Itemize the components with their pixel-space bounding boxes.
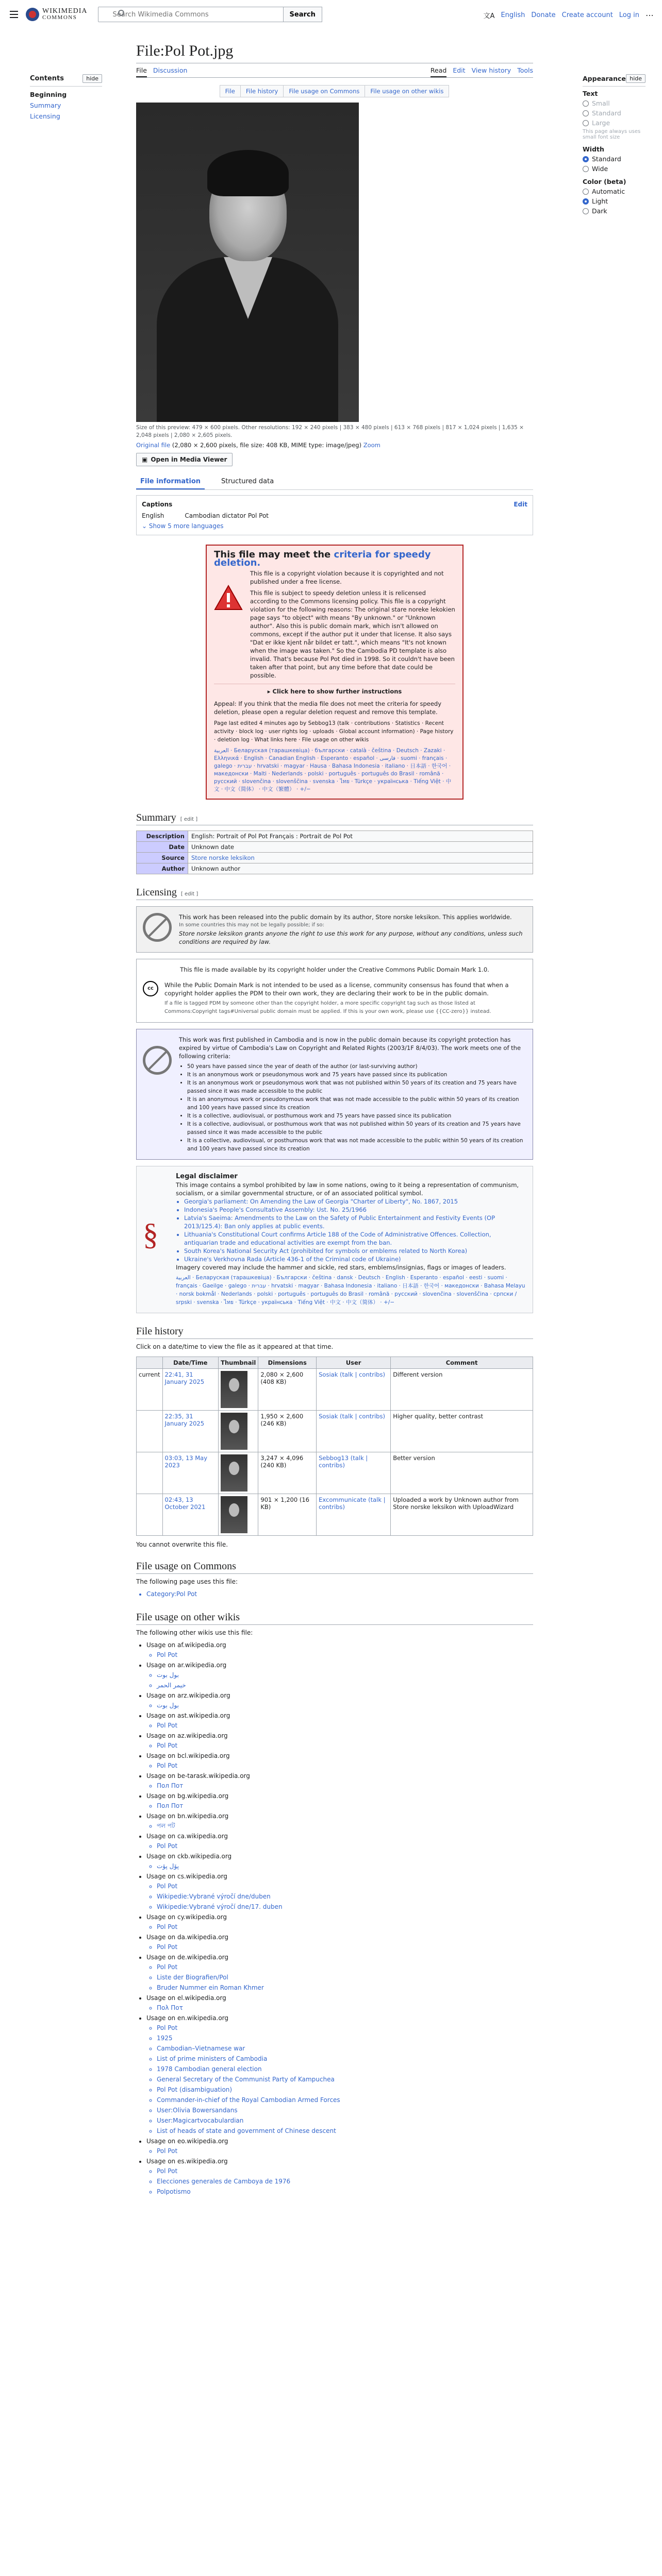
wiki-pages-list [146,1821,533,1831]
wiki-usage-group [146,1953,533,1993]
search-form [98,7,322,22]
summary-value[interactable]: Store norske leksikon [188,853,533,863]
wiki-name: Usage on cs.wikipedia.org [146,1873,227,1880]
language-icon: 文A [483,12,495,20]
wiki-name: Usage on cy.wikipedia.org [146,1913,227,1921]
pd-author-p1: This work has been released into the public domain by its author, Store norske leksikon. This applies worldwide. [179,913,512,921]
color-option-label: Dark [592,207,607,215]
list-item[interactable]: ◦ User:Magicartvocabulardian [157,2116,533,2126]
list-item[interactable]: ◦ Liste der Biografien/Pol [157,1973,533,1982]
criterion-item: • 50 years have passed since the year of death of the author (or last-surviving author) [187,1062,526,1071]
text-option-label: Standard [592,109,621,117]
wiki-name: Usage on es.wikipedia.org [146,2158,228,2165]
pd-author-p2: In some countries this may not be legally possible; if so: [179,922,324,928]
text-option-large[interactable] [583,119,646,127]
tab-read[interactable]: Read [431,66,446,77]
wiki-name: Usage on ckb.wikipedia.org [146,1853,232,1860]
instructions-label: Click here to show further instructions [272,688,402,695]
table-of-contents [30,74,102,123]
list-item[interactable]: ◦ Pol Pot [157,2146,533,2156]
list-item[interactable]: ◦ Pol Pot [157,1761,533,1771]
radio-icon [583,189,589,195]
search-button[interactable]: Search [284,7,322,22]
wiki-name: Usage on eo.wikipedia.org [146,2138,228,2145]
wiki-name: Usage on bn.wikipedia.org [146,1812,229,1820]
speedy-languages[interactable]: العربية · Беларуская (тарашкевіца) · български · català · čeština · Deutsch · Zazaki · Ελληνικά · English · Canadian English · Esperanto · español · فارسی · suomi · français · galego · עברית · hrvatski · magyar · Hausa · Bahasa Indonesia · italiano · 日本語 · 한국어 · македонски · Malti · Nederlands · polski · português · português do Brasil · română · русский · slovenčina · slovenščina · svenska · ไทย · Türkçe · українська · Tiếng Việt · 中文 · 中文（简体） · 中文（繁體） · +/− [214,748,452,792]
caption-language: English [142,512,164,519]
text-option-label: Small [592,99,610,107]
wiki-pages-list [146,2166,533,2197]
original-file-line [136,442,533,449]
legal-list [176,1197,526,1263]
legal-disclaimer-box [136,1166,533,1313]
warning-icon [214,585,243,611]
wiki-pages-list [146,1882,533,1912]
history-thumbnail[interactable] [221,1454,247,1492]
public-domain-icon [143,913,172,942]
list-item[interactable]: ◦ Pol Pot [157,1721,533,1731]
original-file-link[interactable]: Original file [136,442,171,449]
language-selector[interactable]: English [501,11,525,19]
history-header [137,1357,163,1369]
wiki-usage-group [146,1791,533,1811]
commons-logo[interactable] [26,8,88,21]
wiki-name: Usage on af.wikipedia.org [146,1641,226,1649]
summary-table [136,831,533,874]
summary-value: English: Portrait of Pol Pot Français : Portrait de Pol Pot [188,831,533,842]
list-item[interactable]: ◦ User:Olivia Bowersandans [157,2106,533,2115]
usage-commons-list [136,1589,533,1599]
text-option-standard[interactable] [583,109,646,117]
legal-intro: This image contains a symbol prohibited by law in some nations, owing to it being a representation of communism, socialism, or a similar governmental structure, or of an associated political symbol. [176,1181,519,1197]
appearance-title: Appearance [583,75,626,82]
history-header: Date/Time [162,1357,219,1369]
wiki-usage-group [146,1751,533,1771]
list-item[interactable]: ◦ Πολ Ποτ [157,2003,533,2013]
cc-pdm-icon: cc [143,981,158,996]
filetoc-file[interactable]: File [220,85,241,97]
summary-row [137,831,533,842]
wiki-pages-list [146,1670,533,1690]
wiki-pages-list [146,2003,533,2013]
wiki-pages-list [146,1761,533,1771]
wiki-pages-list [146,2023,533,2136]
history-dimensions: 2,080 × 2,600 (408 KB) [258,1369,317,1411]
usage-wikis-heading: File usage on other wikis [136,1612,533,1625]
pdm-head: This file is made available by its copyright holder under the Creative Commons Public Domain Mark 1.0. [180,966,489,973]
list-item[interactable]: • Category:Pol Pot [146,1589,533,1599]
summary-row [137,842,533,853]
history-thumbnail[interactable] [221,1371,247,1408]
wiki-usage-group [146,2137,533,2156]
legal-item[interactable]: • Indonesia's People's Consultative Assembly: Ust. No. 25/1966 [184,1206,526,1214]
logo-line1: WIKIMEDIA [42,7,88,15]
file-preview-image[interactable] [136,103,359,422]
wiki-pages-list [146,2146,533,2156]
criterion-item: • It is an anonymous work or pseudonymous work that was not made accessible to the public within 50 years of its creation and 100 years have passed since its creation [187,1095,526,1112]
list-item[interactable]: ◦ List of prime ministers of Cambodia [157,2054,533,2064]
history-dimensions: 3,247 × 4,096 (240 KB) [258,1452,317,1494]
width-option-wide[interactable] [583,165,646,173]
history-date[interactable]: 22:35, 31 January 2025 [162,1411,219,1452]
list-item[interactable]: ◦ Пол Пот [157,1781,533,1791]
history-thumb-cell [219,1452,258,1494]
radio-icon [583,166,589,172]
text-size-label: Text [583,90,598,97]
legal-item[interactable]: • Latvia's Saeima: Amendments to the Law on the Safety of Public Entertainment and Festivity Events (OP 2013/125.4): Ban only applies at public events. [184,1214,526,1230]
list-item[interactable]: ◦ Pol Pot [157,1942,533,1952]
file-history-table [136,1357,533,1536]
donate-link[interactable]: Donate [531,11,556,19]
appearance-panel [583,74,646,220]
history-dimensions: 1,950 × 2,600 (246 KB) [258,1411,317,1452]
wiki-pages-list [146,1781,533,1791]
tab-view-history[interactable]: View history [471,66,511,74]
toc-hide-button[interactable]: hide [82,74,102,83]
wiki-pages-list [146,1701,533,1710]
logo-line2: COMMONS [42,14,77,21]
criterion-item: • It is a collective, audiovisual, or posthumous work that was not made accessible to the public within 50 years of its creation and 100 years have passed since its creation [187,1137,526,1153]
original-file-details: (2,080 × 2,600 pixels, file size: 408 KB, MIME type: image/jpeg) [172,442,362,449]
color-option-automatic[interactable] [583,188,646,195]
wiki-pages-list [146,1922,533,1932]
info-tabs [136,474,533,490]
history-comment: Uploaded a work by Unknown author from Store norske leksikon with UploadWizard [391,1494,533,1536]
text-size-note: This page always uses small font size [583,129,641,140]
color-option-light[interactable] [583,197,646,205]
wiki-usage-group [146,1832,533,1851]
summary-label: Source [137,853,188,863]
captions-title: Captions [142,501,173,508]
history-user[interactable]: Excommunicate (talk | contribs) [317,1494,391,1536]
wiki-name: Usage on be-tarask.wikipedia.org [146,1772,250,1780]
history-thumbnail[interactable] [221,1413,247,1450]
wiki-name: Usage on bcl.wikipedia.org [146,1752,230,1759]
history-status [137,1411,163,1452]
tab-tools[interactable]: Tools [517,66,533,74]
list-item[interactable]: ◦ Pol Pot [157,2166,533,2176]
list-item[interactable]: ◦ General Secretary of the Communist Party of Kampuchea [157,2075,533,2084]
radio-icon [583,120,589,126]
history-header: User [317,1357,391,1369]
history-thumbnail[interactable] [221,1496,247,1533]
speedy-meta: Page last edited 4 minutes ago by Sebbog13 (talk · contributions · Statistics · Recent activity · block log · user rights log · uploads · Global account information) · Page history · deletion log · What links here · File usage on other wikis [214,720,454,743]
header [0,0,662,29]
legal-item[interactable]: • Lithuania's Constitutional Court confirms Article 188 of the Code of Administrative Offences. Collection, antiquarian trade and educational activities are exempt from the ban. [184,1230,526,1247]
history-date[interactable]: 03:03, 13 May 2023 [162,1452,219,1494]
width-label: Width [583,145,604,153]
wiki-pages-list [146,1650,533,1660]
toc-item-summary[interactable]: Summary [30,101,61,109]
show-more-label: Show 5 more languages [148,522,224,530]
wiki-name: Usage on el.wikipedia.org [146,1994,226,2002]
preview-size-info: Size of this preview: 479 × 600 pixels. Other resolutions: 192 × 240 pixels | 383 × 480 pixels | 613 × 768 pixels | 817 × 1,024 pixels | 1,635 × 2,048 pixels | 2,080 × 2,605 pixels. [136,425,524,438]
wiki-usage-group [146,1691,533,1710]
history-user[interactable]: Sosiak (talk | contribs) [317,1411,391,1452]
history-thumb-cell [219,1369,258,1411]
history-comment: Better version [391,1452,533,1494]
width-option-standard[interactable] [583,155,646,163]
history-comment: Higher quality, better contrast [391,1411,533,1452]
legal-outro: Imagery covered may include the hammer and sickle, red stars, emblems/insignias, flags or images of leaders. [176,1264,506,1271]
wiki-name: Usage on de.wikipedia.org [146,1954,229,1961]
list-item[interactable]: ◦ بول بوت [157,1670,533,1680]
summary-label: Description [137,831,188,842]
history-status [137,1452,163,1494]
wiki-pages-list [146,1962,533,1993]
toc-item-licensing[interactable]: Licensing [30,112,60,120]
history-date[interactable]: 22:41, 31 January 2025 [162,1369,219,1411]
speedy-deletion-notice [206,545,464,800]
history-comment: Different version [391,1369,533,1411]
cambodia-pd-box [136,1029,533,1160]
user-links [484,10,654,20]
appearance-hide-button[interactable]: hide [626,74,646,83]
pdm-p2: If a file is tagged PDM by someone other than the copyright holder, a more specific copyright tag such as those listed at Commons:Copyright tags#Universal public domain must be applied. If this is your own work, please use {{CC-zero}} instead. [164,1001,491,1014]
wiki-pages-list [146,1721,533,1731]
speedy-title [214,551,455,567]
summary-edit-link[interactable]: [ edit ] [180,817,198,822]
list-item[interactable]: ◦ Commander-in-chief of the Royal Cambodian Armed Forces [157,2095,533,2105]
licensing-heading [136,887,533,900]
tab-edit[interactable]: Edit [453,66,466,74]
history-status: current [137,1369,163,1411]
usage-commons-heading: File usage on Commons [136,1561,533,1574]
wiki-usage-group [146,1811,533,1831]
wiki-usage-group [146,1771,533,1791]
table-row [137,1452,533,1494]
speedy-criteria-link[interactable]: criteria for speedy deletion. [214,549,431,568]
list-item[interactable]: ◦ Pol Pot (disambiguation) [157,2085,533,2095]
color-option-label: Light [592,197,608,205]
list-item[interactable]: ◦ Пол Пот [157,1801,533,1811]
color-option-label: Automatic [592,188,625,195]
list-item[interactable]: ◦ Elecciones generales de Camboya de 1976 [157,2177,533,2187]
wiki-name: Usage on ast.wikipedia.org [146,1712,230,1719]
history-user[interactable]: Sosiak (talk | contribs) [317,1369,391,1411]
speedy-appeal: Appeal: If you think that the media file does not meet the criteria for speedy deletion, please open a regular deletion request and remove this template. [214,700,442,716]
list-item[interactable]: ◦ পল পট [157,1821,533,1831]
image-icon: ▣ [142,456,148,463]
overwrite-note: You cannot overwrite this file. [136,1541,228,1548]
public-domain-mark-box [136,959,533,1023]
legal-languages[interactable]: العربية · Беларуская (тарашкевіца) · Български · čeština · dansk · Deutsch · English · Esperanto · español · eesti · suomi · français · Gaeilge · galego · עברית · hrvatski · magyar · Bahasa Indonesia · italiano · 日本語 · 한국어 · македонски · Bahasa Melayu · norsk bokmål · Nederlands · polski · português · português do Brasil · română · русский · slovenčina · slovenščina · српски / srpski · svenska · ไทย · Türkçe · українська · Tiếng Việt · 中文 · 中文（简体） · +/− [176,1275,525,1306]
wiki-name: Usage on az.wikipedia.org [146,1732,228,1739]
history-status [137,1494,163,1536]
list-item[interactable]: ◦ Pol Pot [157,1922,533,1932]
summary-label: Date [137,842,188,853]
history-thumb-cell [219,1411,258,1452]
wiki-usage-group [146,1711,533,1731]
wiki-pages-list [146,1801,533,1811]
captions-edit-link[interactable]: Edit [514,501,527,508]
list-item[interactable]: ◦ List of heads of state and government of Chinese descent [157,2126,533,2136]
wiki-usage-group [146,1872,533,1912]
list-item[interactable]: ◦ 1978 Cambodian general election [157,2064,533,2074]
filetoc-history[interactable]: File history [240,85,284,97]
criterion-item: • It is a collective, audiovisual, or posthumous work that was not published within 50 years of its creation and 75 years have passed since it was made accessible to the public [187,1120,526,1137]
logo-text [42,8,88,21]
wiki-name: Usage on en.wikipedia.org [146,2014,228,2022]
wiki-name: Usage on da.wikipedia.org [146,1934,228,1941]
wiki-usage-group [146,1852,533,1871]
radio-icon [583,208,589,214]
cambodia-pd-intro: This work was first published in Cambodia and is now in the public domain because its copyright protection has expired by virtue of Cambodia's Law on Copyright and Related Rights (2003/1F 8/4/03). The work meets one of the following criteria: [179,1036,521,1060]
more-options-icon[interactable]: ⋯ [646,10,654,20]
filetoc-usage-wikis[interactable]: File usage on other wikis [365,85,449,97]
speedy-title-prefix: This file may meet the [214,549,331,560]
text-option-small[interactable] [583,99,646,107]
width-option-label: Standard [592,155,621,163]
commons-logo-icon [26,8,39,21]
speedy-p1: This file is a copyright violation because it is copyrighted and not published under a free license. [250,570,444,585]
summary-value: Unknown date [188,842,533,853]
create-account-link[interactable]: Create account [561,11,613,19]
list-item[interactable]: ◦ Polpotismo [157,2187,533,2197]
list-item[interactable]: ◦ Pol Pot [157,1841,533,1851]
triangle-right-icon: ▸ [267,688,273,695]
radio-selected-icon [583,156,589,162]
color-option-dark[interactable] [583,207,646,215]
captions-panel [136,495,533,535]
list-item[interactable]: ◦ بول بوت [157,1701,533,1710]
wiki-name: Usage on ca.wikipedia.org [146,1833,228,1840]
wiki-name: Usage on ar.wikipedia.org [146,1662,227,1669]
list-item[interactable]: ◦ Wikipedie:Vybrané výročí dne/17. duben [157,1902,533,1912]
page-tabs [136,66,533,77]
color-label: Color (beta) [583,178,626,185]
show-instructions-toggle[interactable] [214,684,455,696]
history-date[interactable]: 02:43, 13 October 2021 [162,1494,219,1536]
wiki-usage-group [146,1731,533,1751]
width-option-label: Wide [592,165,608,173]
caption-value: Cambodian dictator Pol Pot [185,512,269,519]
toc-item-beginning[interactable]: Beginning [30,91,67,98]
speedy-p2: This file is subject to speedy deletion unless it is relicensed according to the Commons licensing policy. This file is a copyright violation for the following reasons: The original stare noreke lekokien page says "to object" with means "By unknown." or "Unknown author". Also this is public domain mark, which isn't allowed on commons, except if the author put it under that license. It also says "Dat er ikke kjent når bildet er tatt.", which means "It's not known when the image was taken." So the Cambodia PD template is also invalid. That's because Pol Pot died in 1998. So it couldn't have been taken after that point, but any time before that date could be possible. [250,589,455,679]
legal-item[interactable]: • South Korea's National Security Act (prohibited for symbols or emblems related to North Korea) [184,1247,526,1255]
login-link[interactable]: Log in [619,11,639,19]
criterion-item: • It is an anonymous work or pseudonymous work that was not published within 50 years of its creation and 75 years have passed since it was made accessible to the public [187,1079,526,1095]
table-row [137,1411,533,1452]
licensing-edit-link[interactable]: [ edit ] [180,891,198,897]
history-intro: Click on a date/time to view the file as it appeared at that time. [136,1343,334,1350]
list-item[interactable]: ◦ پۆل پۆت [157,1861,533,1871]
list-item[interactable]: ◦ Pol Pot [157,1650,533,1660]
wiki-usage-group [146,1912,533,1932]
table-row [137,1369,533,1411]
list-item[interactable]: ◦ Bruder Nummer ein Roman Khmer [157,1983,533,1993]
public-domain-icon [143,1046,172,1075]
usage-commons-intro: The following page uses this file: [136,1578,238,1585]
wiki-usage-group [146,2013,533,2136]
radio-selected-icon [583,198,589,205]
section-sign-icon: § [143,1217,158,1251]
main-menu-button[interactable] [5,6,23,23]
summary-value: Unknown author [188,863,533,874]
wiki-pages-list [146,1942,533,1952]
list-item[interactable]: ◦ Wikipedie:Vybrané výročí dne/duben [157,1892,533,1902]
usage-wikis-list [136,1640,533,2197]
summary-row [137,853,533,863]
history-dimensions: 901 × 1,200 (16 KB) [258,1494,317,1536]
history-user[interactable]: Sebbog13 (talk | contribs) [317,1452,391,1494]
toc-title: Contents [30,75,64,82]
list-item[interactable]: ◦ 1925 [157,2033,533,2043]
wiki-usage-group [146,1933,533,1952]
summary-heading-text: Summary [136,812,176,823]
criterion-item: • It is a collective, audiovisual, or posthumous work and 75 years have passed since its publication [187,1112,526,1120]
history-header: Comment [391,1357,533,1369]
list-item[interactable]: ◦ Pol Pot [157,1882,533,1891]
radio-icon [583,110,589,116]
history-header: Dimensions [258,1357,317,1369]
usage-wikis-intro: The following other wikis use this file: [136,1629,253,1636]
tab-discussion[interactable]: Discussion [153,66,188,74]
page-title: File:Pol Pot.jpg [136,42,234,59]
file-history-heading: File history [136,1326,533,1339]
wiki-usage-group [146,2157,533,2197]
show-more-languages[interactable] [142,522,527,530]
media-viewer-label: Open in Media Viewer [151,456,227,463]
licensing-heading-text: Licensing [136,887,177,898]
summary-row [137,863,533,874]
cambodia-pd-criteria [179,1062,526,1153]
wiki-usage-group [146,1993,533,2013]
filetoc-usage-commons[interactable]: File usage on Commons [283,85,365,97]
tab-file[interactable]: File [136,66,147,77]
wiki-usage-group [146,1640,533,1660]
legal-item[interactable]: • Georgia's parliament: On Amending the Law of Georgia "Charter of Liberty", No. 1867, 2015 [184,1197,526,1206]
list-item[interactable]: ◦ Pol Pot [157,1741,533,1751]
public-domain-author-box [136,906,533,953]
tab-file-information[interactable]: File information [136,474,205,489]
file-toc [136,85,533,97]
radio-icon [583,100,589,107]
wiki-name: Usage on arz.wikipedia.org [146,1692,230,1699]
search-input[interactable] [98,7,284,22]
table-row [137,1494,533,1536]
wiki-pages-list [146,1841,533,1851]
legal-title: Legal disclaimer [176,1173,238,1180]
main-content [136,42,533,2197]
wiki-name: Usage on bg.wikipedia.org [146,1792,229,1800]
legal-item[interactable]: • Ukraine's Verkhovna Rada (Article 436-1 of the Criminal code of Ukraine) [184,1255,526,1263]
zoom-link[interactable]: Zoom [363,442,380,449]
wiki-pages-list [146,1861,533,1871]
pd-author-p3: Store norske leksikon grants anyone the right to use this work for any purpose, without any conditions, unless such conditions are required by law. [179,930,523,945]
summary-label: Author [137,863,188,874]
pdm-p1: While the Public Domain Mark is not intended to be used as a license, community consensus has found that when a copyright holder applies the PDM to their own work, they are declaring their work to be in the public domain. [164,981,509,997]
text-option-label: Large [592,119,610,127]
list-item[interactable]: ◦ Pol Pot [157,1962,533,1972]
list-item[interactable]: ◦ Cambodian–Vietnamese war [157,2044,533,2054]
search-icon [118,10,124,16]
list-item[interactable]: ◦ Pol Pot [157,2023,533,2033]
history-thumb-cell [219,1494,258,1536]
chevron-down-icon: ⌄ [142,522,149,530]
summary-heading [136,812,533,825]
tab-structured-data[interactable]: Structured data [221,478,274,485]
criterion-item: • It is an anonymous work or pseudonymous work and 75 years have passed since its publication [187,1071,526,1079]
history-header: Thumbnail [219,1357,258,1369]
wiki-usage-group [146,1660,533,1690]
open-media-viewer-button[interactable] [136,453,233,466]
wiki-pages-list [146,1741,533,1751]
list-item[interactable]: ◦ خيمر الحمر [157,1681,533,1690]
